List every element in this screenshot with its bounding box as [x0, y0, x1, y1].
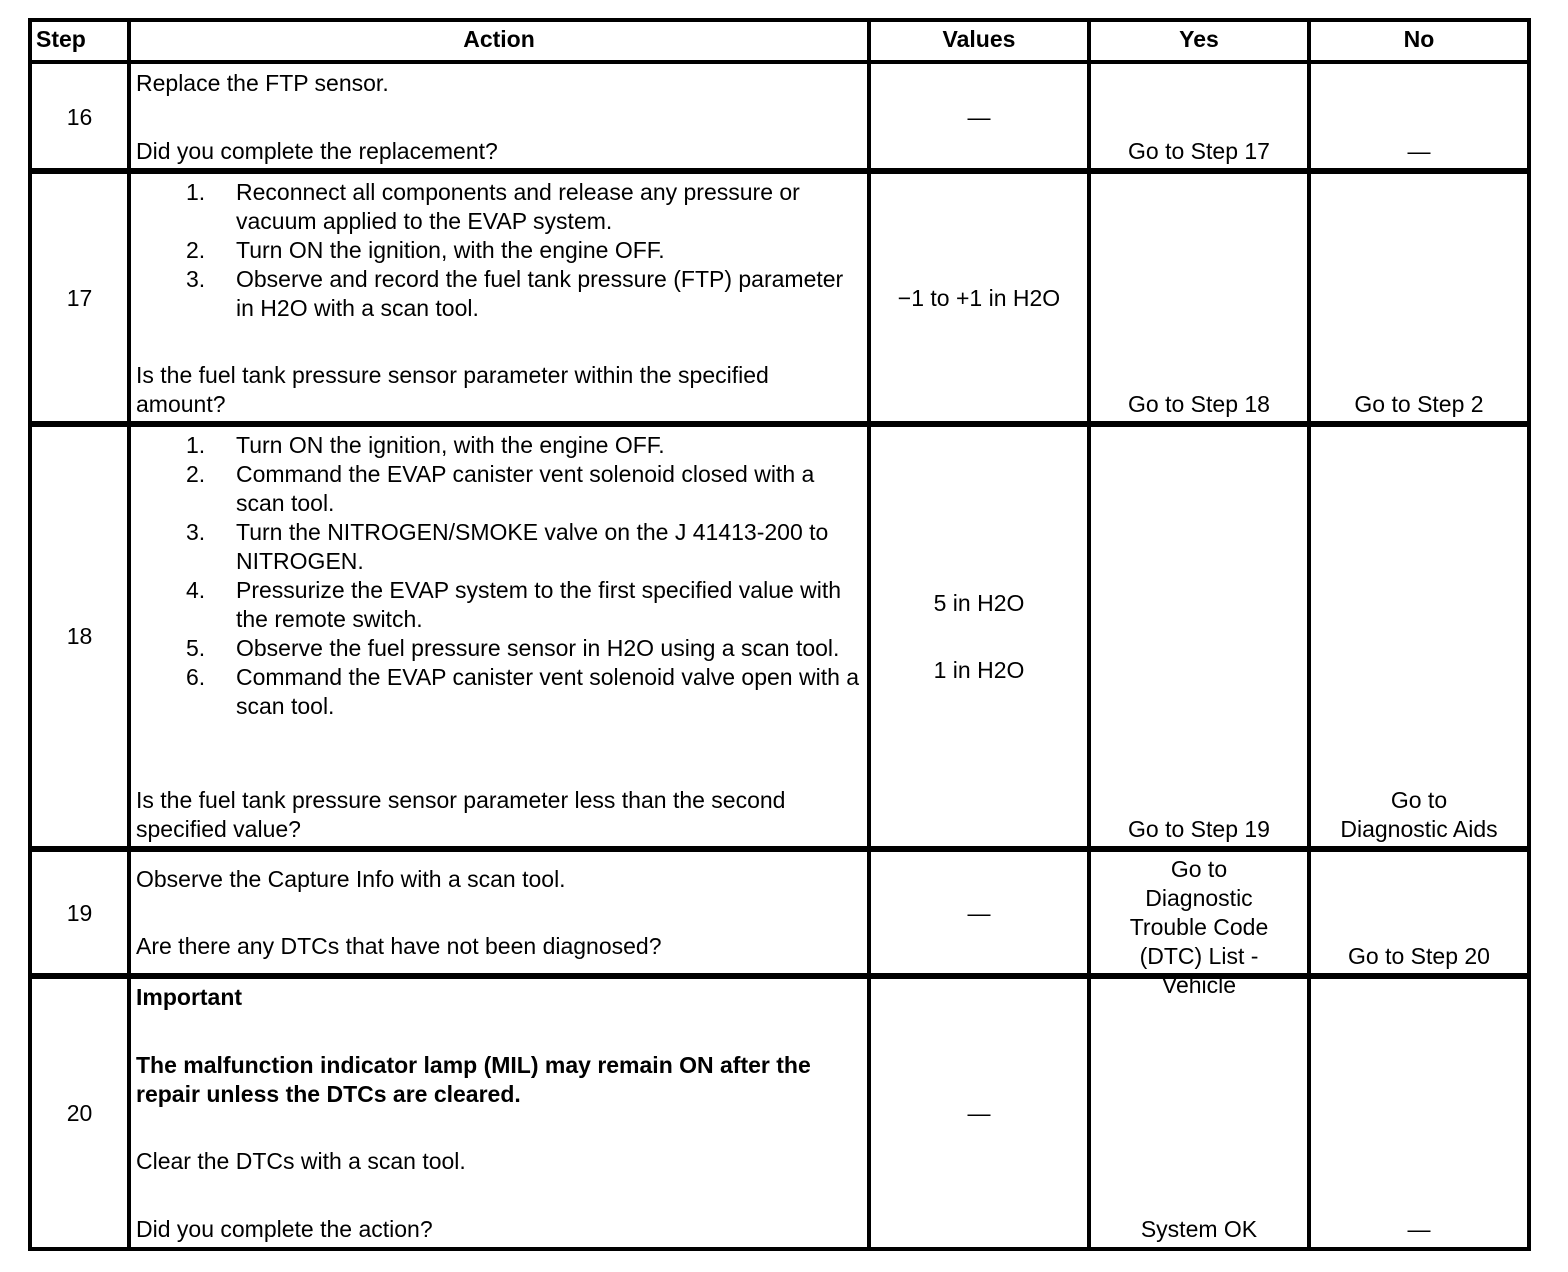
value-text: −1 to +1 in H2O [897, 285, 1061, 311]
table-border-right [1527, 18, 1531, 1251]
no-result: — [1407, 1216, 1431, 1242]
diagnostic-table [28, 18, 1531, 1251]
list-item: 3. Turn the NITROGEN/SMOKE valve on the J 41413-200 to NITROGEN. [186, 519, 829, 574]
list-item: 2. Turn ON the ignition, with the engine OFF. [186, 237, 665, 263]
column-divider [127, 18, 131, 1251]
step-number: 19 [66, 900, 93, 926]
yes-result: Go to Step 19 [1128, 816, 1270, 842]
row-divider [28, 168, 1531, 174]
yes-result: Go to Step 17 [1128, 138, 1270, 164]
header-divider [28, 60, 1531, 64]
value-text: — [967, 900, 991, 926]
value-text: 5 in H2O [933, 590, 1025, 616]
list-item: 1. Reconnect all components and release any pressure or vacuum applied to the EVAP system. [186, 179, 800, 234]
action-question: Are there any DTCs that have not been diagnosed? [136, 933, 662, 959]
value-text: — [967, 1100, 991, 1126]
action-steps [136, 178, 866, 323]
row-divider [28, 421, 1531, 427]
list-item: 6. Command the EVAP canister vent solenoid valve open with a scan tool. [186, 664, 860, 719]
no-result: Go to Step 20 [1348, 943, 1490, 969]
header-step: Step [36, 26, 86, 52]
list-item: 5. Observe the fuel pressure sensor in H2O using a scan tool. [186, 635, 840, 661]
yes-result: Go to Diagnostic Trouble Code (DTC) List - Vehicle [1129, 856, 1269, 998]
action-text: Clear the DTCs with a scan tool. [136, 1148, 466, 1174]
no-result: Go to Diagnostic Aids [1340, 787, 1498, 842]
yes-result: System OK [1140, 1216, 1258, 1242]
step-number: 20 [66, 1100, 93, 1126]
action-question: Did you complete the action? [136, 1216, 433, 1242]
header-values: Values [942, 26, 1016, 52]
no-result: — [1407, 138, 1431, 164]
action-text: Observe the Capture Info with a scan tool. [136, 866, 566, 892]
step-number: 16 [66, 104, 93, 130]
table-border-bottom [28, 1247, 1531, 1251]
header-no: No [1403, 26, 1435, 52]
column-divider [1307, 18, 1311, 1251]
list-item: 4. Pressurize the EVAP system to the first specified value with the remote switch. [186, 577, 842, 632]
row-divider [28, 846, 1531, 852]
header-action: Action [463, 26, 535, 52]
column-divider [1087, 18, 1091, 1251]
step-number: 17 [66, 285, 93, 311]
important-notice: The malfunction indicator lamp (MIL) may remain ON after the repair unless the DTCs are cleared. [136, 1052, 811, 1107]
header-yes: Yes [1179, 26, 1219, 52]
column-divider [867, 18, 871, 1251]
value-text: 1 in H2O [933, 657, 1025, 683]
important-label: Important [136, 984, 243, 1010]
action-question: Is the fuel tank pressure sensor parameter within the specified amount? [136, 362, 769, 417]
value-text: — [967, 104, 991, 130]
list-item: 2. Command the EVAP canister vent solenoid closed with a scan tool. [186, 461, 815, 516]
action-question: Is the fuel tank pressure sensor parameter less than the second specified value? [136, 787, 786, 842]
action-text: Replace the FTP sensor. [136, 70, 389, 96]
yes-result: Go to Step 18 [1128, 391, 1270, 417]
no-result: Go to Step 2 [1354, 391, 1484, 417]
table-border-top [28, 18, 1531, 22]
action-steps [136, 431, 866, 721]
action-question: Did you complete the replacement? [136, 138, 498, 164]
list-item: 3. Observe and record the fuel tank pressure (FTP) parameter in H2O with a scan tool. [186, 266, 844, 321]
list-item: 1. Turn ON the ignition, with the engine OFF. [186, 432, 665, 458]
step-number: 18 [66, 623, 93, 649]
